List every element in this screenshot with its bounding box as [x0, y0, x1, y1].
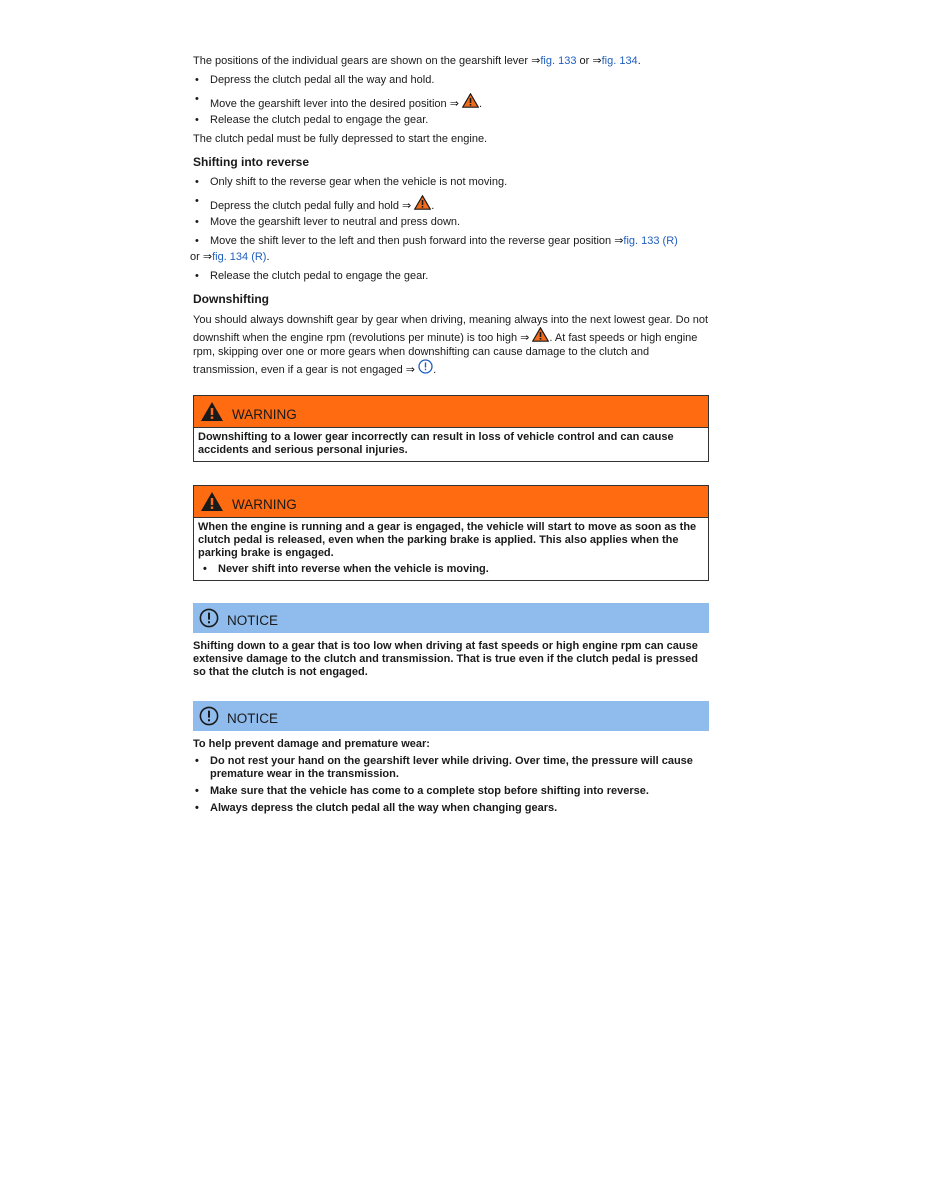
list-item: • Depress the clutch pedal all the way and hold.	[193, 74, 709, 87]
notice-title: NOTICE	[227, 711, 279, 726]
intro-paragraph: The positions of the individual gears are shown on the gearshift lever ⇒fig. 133 or ⇒fig. 134.	[193, 55, 641, 67]
warning-title: WARNING	[232, 497, 297, 512]
warning-box-2	[193, 485, 709, 581]
warning-title: WARNING	[232, 407, 297, 422]
notice-box-2	[193, 701, 709, 815]
notice-body: To help prevent damage and premature wear: • Do not rest your hand on the gearshift lever while driving. Over time, the pressure will cause premature wear in the transmission. • Make sure that the vehicle has come to a complete stop before shifting into reverse. • Always depress the clutch pedal all the way when changing gears.	[193, 731, 709, 815]
list-item: • Do not rest your hand on the gearshift lever while driving. Over time, the pressure will cause premature wear in the transmission.	[193, 755, 709, 781]
notice-exclamation-icon	[199, 608, 219, 628]
warning-body: When the engine is running and a gear is engaged, the vehicle will start to move as soon as the clutch pedal is released, even when the parking brake is applied. This also applies when the parking brake is engaged. • Never shift into reverse when the vehicle is moving.	[194, 518, 708, 580]
list-item: • Move the gearshift lever to neutral and press down.	[193, 216, 709, 229]
warning-box-1	[193, 395, 709, 462]
list-item: • Move the gearshift lever into the desired position ⇒ .	[193, 93, 709, 111]
list-item: • Move the shift lever to the left and then push forward into the reverse gear position ⇒fig. 133 (R)	[193, 235, 709, 248]
notice-title: NOTICE	[227, 613, 279, 628]
downshifting-heading: Downshifting	[193, 292, 269, 306]
fig-133-r-link[interactable]: fig. 133 (R)	[623, 235, 678, 247]
fig-134-r-link[interactable]: fig. 134 (R)	[212, 251, 267, 263]
start-note: The clutch pedal must be fully depressed to start the engine.	[193, 133, 488, 145]
notice-exclamation-icon	[199, 706, 219, 726]
list-item: • Make sure that the vehicle has come to a complete stop before shifting into reverse.	[193, 785, 709, 798]
list-item: • Always depress the clutch pedal all the way when changing gears.	[193, 802, 709, 815]
warning-header	[194, 486, 708, 518]
warning-triangle-icon[interactable]	[532, 327, 549, 342]
list-item: • Never shift into reverse when the vehicle is moving.	[201, 563, 704, 576]
notice-exclamation-icon[interactable]	[418, 359, 433, 374]
notice-header	[193, 603, 709, 633]
list-item: • Depress the clutch pedal fully and hold ⇒ .	[193, 195, 709, 213]
notice-box-1	[193, 603, 709, 679]
fig-134-link[interactable]: fig. 134	[601, 55, 638, 67]
notice-header	[193, 701, 709, 731]
list-item: • Release the clutch pedal to engage the gear.	[193, 114, 709, 127]
notice-body: Shifting down to a gear that is too low when driving at fast speeds or high engine rpm can cause extensive damage to the clutch and transmission. That is true even if the clutch pedal is pressed so that the clutch is not engaged.	[193, 640, 698, 678]
reverse-heading: Shifting into reverse	[193, 155, 310, 169]
warning-triangle-icon	[200, 401, 224, 422]
fig-133-link[interactable]: fig. 133	[540, 55, 577, 67]
list-item: • Only shift to the reverse gear when the vehicle is not moving.	[193, 176, 709, 189]
reverse-continuation: or ⇒fig. 134 (R).	[190, 251, 270, 263]
warning-triangle-icon[interactable]	[414, 195, 431, 210]
manual-page	[190, 55, 709, 819]
warning-body: Downshifting to a lower gear incorrectly can result in loss of vehicle control and can cause accidents and serious personal injuries.	[198, 431, 674, 456]
warning-header	[194, 396, 708, 428]
downshifting-paragraph: You should always downshift gear by gear when driving, meaning always into the next lowest gear. Do not downshift when the engine rpm (revolutions per minute) is too high ⇒ . At fast speeds or high engine rpm, skipping over one or more gears when downshifting can cause damage to the clutch and transmission, even if a gear is not engaged ⇒ .	[193, 314, 709, 376]
list-item: • Release the clutch pedal to engage the gear.	[193, 270, 709, 283]
warning-triangle-icon	[200, 491, 224, 512]
warning-triangle-icon[interactable]	[462, 93, 479, 108]
